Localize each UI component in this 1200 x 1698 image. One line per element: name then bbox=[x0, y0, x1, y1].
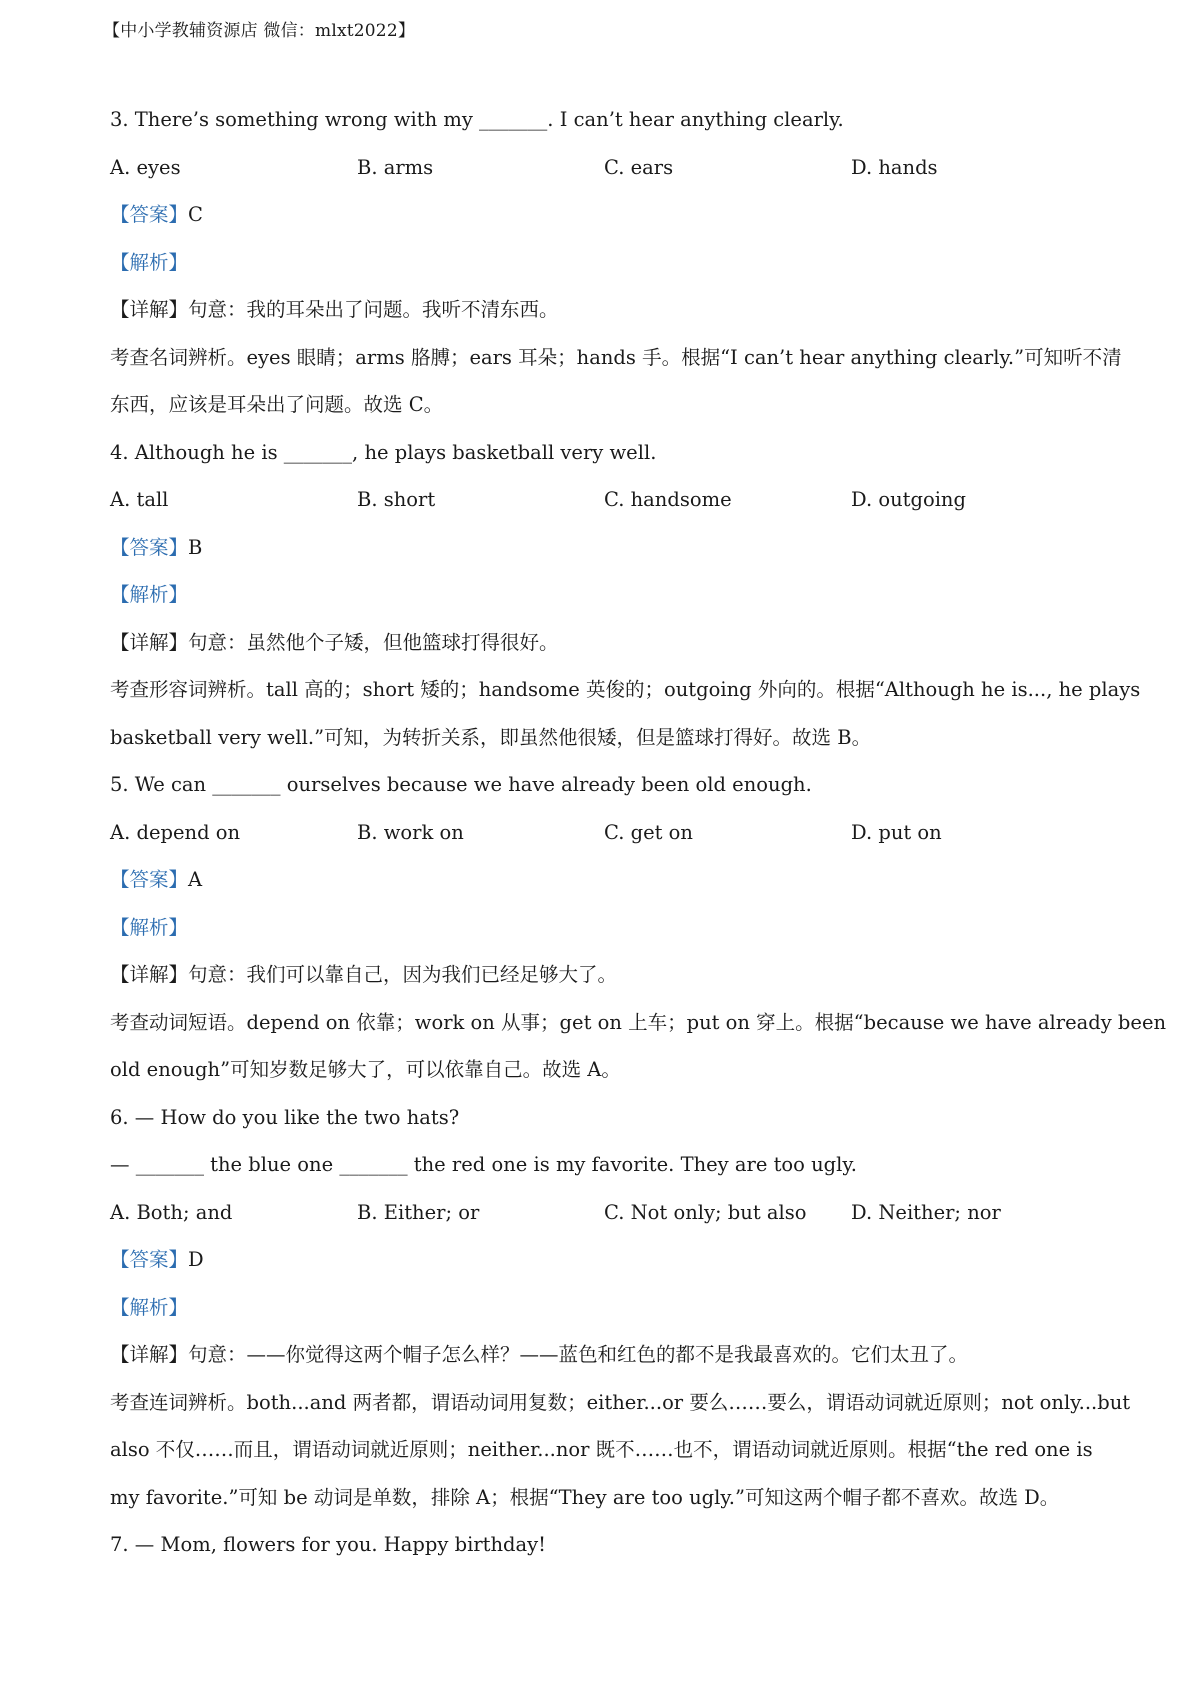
detail-line: 【详解】句意：虽然他个子矮，但他篮球打得很好。 bbox=[110, 630, 559, 654]
question-options bbox=[110, 1189, 1110, 1237]
analysis-label: 【解析】 bbox=[110, 250, 189, 274]
analysis-label: 【解析】 bbox=[110, 915, 189, 939]
watermark-header: 【中小学教辅资源店 微信：mlxt2022】 bbox=[103, 21, 416, 41]
detail-line: 【详解】句意：我们可以靠自己，因为我们已经足够大了。 bbox=[110, 963, 618, 986]
detail-line: 【详解】句意：——你觉得这两个帽子怎么样？——蓝色和红色的都不是我最喜欢的。它们太丑了。 bbox=[110, 1343, 969, 1366]
explanation-line: also 不仅……而且，谓语动词就近原则；neither...nor 既不……也不，谓语动词就近原则。根据“the red one is bbox=[110, 1438, 1093, 1461]
explanation-line: my favorite.”可知 be 动词是单数，排除 A；根据“They are too ugly.”可知这两个帽子都不喜欢。故选 D。 bbox=[110, 1485, 1060, 1509]
document-body bbox=[110, 96, 1167, 1569]
option-c: C. handsome bbox=[604, 488, 732, 511]
option-a: A. depend on bbox=[110, 820, 241, 844]
option-d: D. hands bbox=[851, 155, 938, 179]
answer-row bbox=[110, 1236, 1110, 1284]
option-c: C. Not only; but also bbox=[604, 1200, 807, 1224]
question-options bbox=[110, 144, 1110, 192]
answer-row bbox=[110, 856, 1110, 904]
option-d: D. Neither; nor bbox=[851, 1200, 1001, 1224]
analysis-label: 【解析】 bbox=[110, 1295, 189, 1319]
answer-value: C bbox=[188, 203, 203, 226]
explanation-line: 东西，应该是耳朵出了问题。故选 C。 bbox=[110, 393, 444, 416]
question-stem: 4. Although he is _______, he plays basketball very well. bbox=[110, 440, 657, 464]
option-c: C. get on bbox=[604, 820, 693, 844]
answer-row bbox=[110, 524, 1110, 572]
option-b: B. short bbox=[357, 488, 436, 511]
option-b: B. Either; or bbox=[357, 1200, 480, 1224]
option-a: A. eyes bbox=[110, 155, 181, 179]
question-stem: 7. — Mom, flowers for you. Happy birthday! bbox=[110, 1533, 546, 1556]
option-a: A. tall bbox=[110, 488, 169, 511]
explanation-line: 考查名词辨析。eyes 眼睛；arms 胳膊；ears 耳朵；hands 手。根据“I can’t hear anything clearly.”可知听不清 bbox=[110, 345, 1122, 369]
option-d: D. put on bbox=[851, 820, 942, 844]
answer-label: 【答案】 bbox=[110, 203, 189, 226]
question-options bbox=[110, 809, 1110, 857]
explanation-line: basketball very well.”可知，为转折关系，即虽然他很矮，但是篮球打得好。故选 B。 bbox=[110, 725, 872, 749]
explanation-line: old enough”可知岁数足够大了，可以依靠自己。故选 A。 bbox=[110, 1058, 621, 1081]
answer-label: 【答案】 bbox=[110, 868, 189, 891]
answer-row bbox=[110, 191, 1110, 239]
question-stem: 3. There’s something wrong with my _______. I can’t hear anything clearly. bbox=[110, 108, 844, 131]
option-d: D. outgoing bbox=[851, 488, 966, 511]
answer-value: B bbox=[188, 535, 203, 559]
answer-label: 【答案】 bbox=[110, 1248, 189, 1271]
explanation-line: 考查形容词辨析。tall 高的；short 矮的；handsome 英俊的；outgoing 外向的。根据“Although he is..., he plays bbox=[110, 678, 1141, 701]
answer-value: A bbox=[188, 868, 203, 891]
question-stem: 6. — How do you like the two hats? bbox=[110, 1105, 460, 1129]
question-stem-reply: — _______ the blue one _______ the red one is my favorite. They are too ugly. bbox=[110, 1153, 857, 1176]
detail-line: 【详解】句意：我的耳朵出了问题。我听不清东西。 bbox=[110, 298, 559, 321]
explanation-line: 考查连词辨析。both...and 两者都，谓语动词用复数；either...or 要么……要么，谓语动词就近原则；not only...but bbox=[110, 1390, 1131, 1414]
explanation-line: 考查动词短语。depend on 依靠；work on 从事；get on 上车；put on 穿上。根据“because we have already been bbox=[110, 1010, 1167, 1034]
option-c: C. ears bbox=[604, 155, 674, 179]
answer-value: D bbox=[188, 1248, 204, 1271]
question-stem: 5. We can _______ ourselves because we have already been old enough. bbox=[110, 773, 812, 796]
option-b: B. arms bbox=[357, 155, 434, 179]
question-options bbox=[110, 476, 1110, 524]
option-b: B. work on bbox=[357, 820, 464, 844]
analysis-label: 【解析】 bbox=[110, 583, 189, 606]
option-a: A. Both; and bbox=[110, 1200, 233, 1224]
answer-label: 【答案】 bbox=[110, 535, 189, 559]
